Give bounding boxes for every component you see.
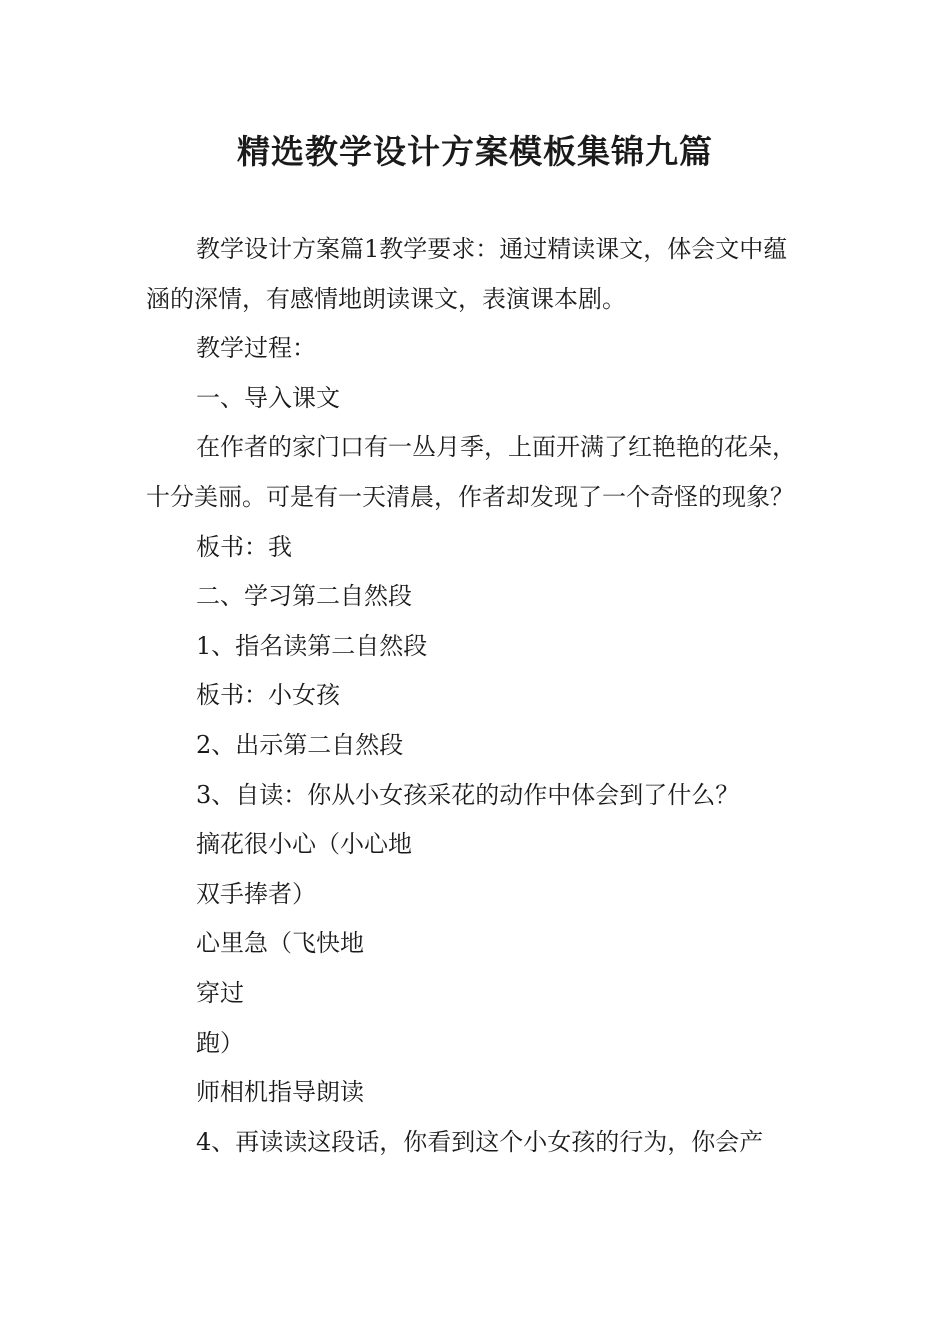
section-heading: 一、导入课文 xyxy=(196,383,340,412)
list-item: 2、出示第二自然段 xyxy=(196,730,404,759)
list-item: 1、指名读第二自然段 xyxy=(196,631,428,660)
paragraph: 在作者的家门口有一丛月季，上面开满了红艳艳的花朵，十分美丽。可是有一天清晨，作者却发现了一个奇怪的现象？ xyxy=(146,433,796,511)
paragraph: 师相机指导朗读 xyxy=(196,1078,364,1107)
section-heading: 二、学习第二自然段 xyxy=(196,582,412,611)
paragraph: 摘花很小心（小心地 xyxy=(196,830,412,859)
list-item: 3、自读：你从小女孩采花的动作中体会到了什么？ xyxy=(196,780,740,809)
paragraph: 板书：我 xyxy=(196,532,292,561)
document-body xyxy=(146,225,810,1167)
paragraph: 教学设计方案篇1教学要求：通过精读课文，体会文中蕴涵的深情，有感情地朗读课文，表演课本剧。 xyxy=(146,235,788,313)
paragraph: 穿过 xyxy=(196,978,244,1007)
paragraph: 心里急（飞快地 xyxy=(196,929,364,958)
document-title: 精选教学设计方案模板集锦九篇 xyxy=(237,132,713,171)
paragraph: 教学过程： xyxy=(196,334,316,363)
paragraph: 双手捧者） xyxy=(196,879,316,908)
paragraph: 板书：小女孩 xyxy=(196,681,340,710)
paragraph: 跑） xyxy=(196,1028,244,1057)
list-item: 4、再读读这段话，你看到这个小女孩的行为，你会产 xyxy=(196,1127,764,1156)
